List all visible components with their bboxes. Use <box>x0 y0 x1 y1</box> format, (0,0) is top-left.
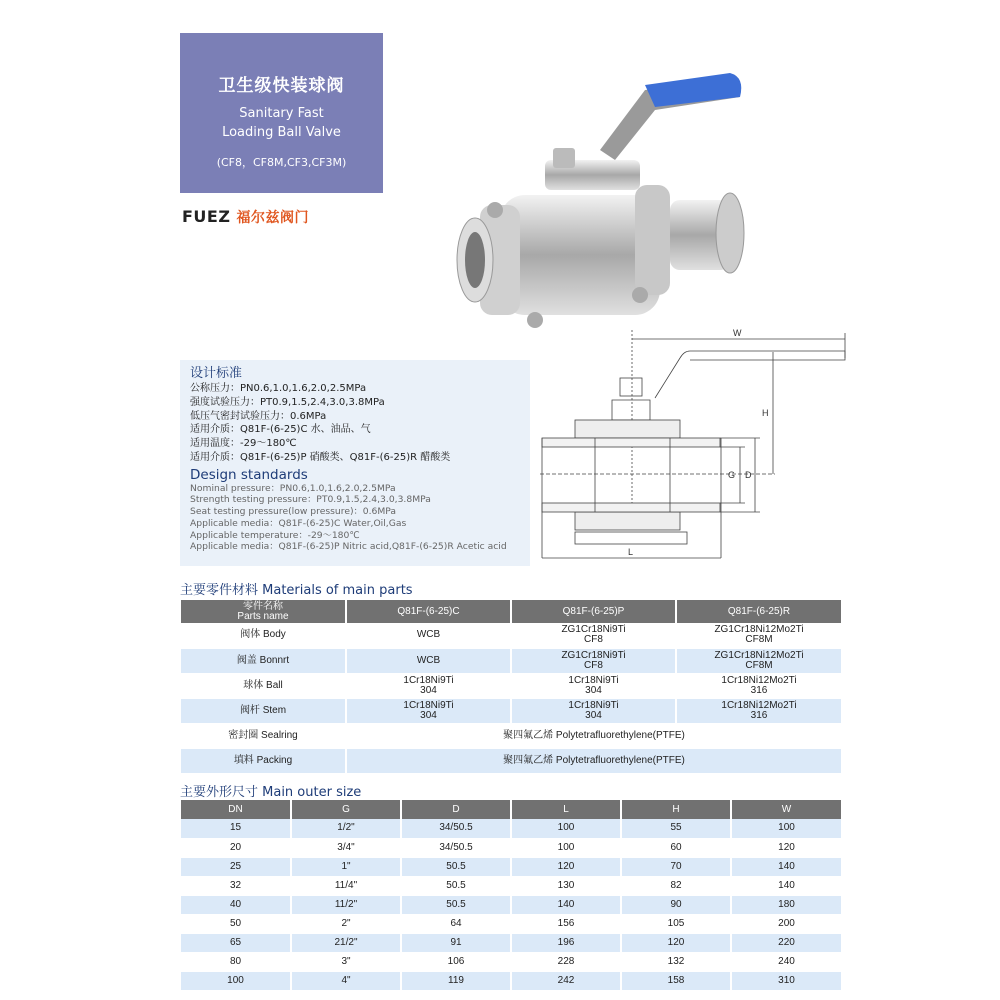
brand-name-cn: 福尔兹阀门 <box>236 210 309 226</box>
material-c <box>346 673 511 698</box>
cell-g: 4" <box>291 971 401 990</box>
standard-line-en: Seat testing pressure(low pressure)：0.6MPa <box>190 506 397 518</box>
cell-d: 50.5 <box>401 895 511 914</box>
table-row <box>181 648 841 673</box>
standard-line: 公称压力：PN0.6,1.0,1.6,2.0,2.5MPa <box>190 383 367 394</box>
table-row <box>181 914 841 933</box>
table-row <box>181 723 841 748</box>
cell-g: 1" <box>291 857 401 876</box>
label-g: G <box>728 470 736 480</box>
cell-l: 100 <box>511 819 621 838</box>
standard-line-en: Applicable media：Q81F-(6-25)C Water,Oil,Gas <box>190 517 407 529</box>
material-c-line: 1Cr18Ni9Ti <box>403 674 454 686</box>
part-name: 填料 Packing <box>181 748 346 773</box>
cell-dn: 100 <box>181 971 291 990</box>
cell-dn: 40 <box>181 895 291 914</box>
material-c-line: WCB <box>416 654 441 666</box>
material-c <box>346 698 511 723</box>
table-row <box>181 876 841 895</box>
material-p-line: 304 <box>585 709 602 721</box>
material-p-line: 1Cr18Ni9Ti <box>568 674 619 686</box>
cell-w: 200 <box>731 914 841 933</box>
cell-dn: 32 <box>181 876 291 895</box>
material-p-line: CF8 <box>584 634 603 646</box>
standard-line-en: Applicable media：Q81F-(6-25)P Nitric acid,Q81F-(6-25)R Acetic acid <box>190 541 507 553</box>
cell-h: 120 <box>621 933 731 952</box>
material-c <box>346 623 511 648</box>
cell-l: 120 <box>511 857 621 876</box>
standard-line: 适用介质：Q81F-(6-25)P 硝酸类、Q81F-(6-25)R 醋酸类 <box>190 451 451 463</box>
table-row <box>181 933 841 952</box>
table-row <box>181 748 841 773</box>
material-p-line: ZG1Cr18Ni9Ti <box>561 649 626 661</box>
table-row <box>181 952 841 971</box>
material-r-line: 1Cr18Ni12Mo2Ti <box>721 674 797 686</box>
label-d: D <box>745 470 752 480</box>
cell-w: 100 <box>731 819 841 838</box>
part-name: 阀杆 Stem <box>181 698 346 723</box>
material-r-line: 1Cr18Ni12Mo2Ti <box>721 699 797 711</box>
material-r-line: ZG1Cr18Ni12Mo2Ti <box>714 649 804 661</box>
table-row <box>181 838 841 857</box>
header-h: H <box>621 800 731 819</box>
cell-d: 119 <box>401 971 511 990</box>
table-row <box>181 819 841 838</box>
material-p-line: ZG1Cr18Ni9Ti <box>561 624 626 636</box>
material-c <box>346 648 511 673</box>
product-materials: (CF8，CF8M,CF3,CF3M) <box>216 156 347 169</box>
sizes-title: 主要外形尺寸 Main outer size <box>180 785 362 800</box>
product-title-en-2: Loading Ball Valve <box>222 125 341 140</box>
material-r-line: 316 <box>750 709 768 721</box>
header-parts-en: Parts name <box>237 610 289 622</box>
material-p <box>511 698 676 723</box>
table-row <box>181 971 841 990</box>
cell-dn: 20 <box>181 838 291 857</box>
material-r <box>676 623 841 648</box>
header-parts <box>181 600 346 623</box>
cell-dn: 80 <box>181 952 291 971</box>
product-title-cn: 卫生级快装球阀 <box>218 76 345 96</box>
standards-title-en: Design standards <box>190 466 308 483</box>
sizes-table <box>181 800 841 991</box>
cell-d: 64 <box>401 914 511 933</box>
cell-l: 228 <box>511 952 621 971</box>
brand-name: FUEZ <box>182 207 231 226</box>
material-r <box>676 673 841 698</box>
standard-line: 强度试验压力：PT0.9,1.5,2.4,3.0,3.8MPa <box>190 396 385 408</box>
part-name: 阀盖 Bonnrt <box>181 648 346 673</box>
material-p-line: CF8 <box>584 659 603 671</box>
material-r-line: 316 <box>750 684 768 696</box>
header-parts-cn: 零件名称 <box>243 600 283 612</box>
cell-l: 130 <box>511 876 621 895</box>
cell-g: 11/4" <box>291 876 401 895</box>
cell-d: 50.5 <box>401 857 511 876</box>
cell-d: 106 <box>401 952 511 971</box>
header-dn: DN <box>181 800 291 819</box>
material-all: 聚四氟乙烯 Polytetrafluorethylene(PTFE) <box>346 748 841 773</box>
cell-dn: 15 <box>181 819 291 838</box>
part-name: 球体 Ball <box>181 673 346 698</box>
header-w: W <box>731 800 841 819</box>
material-r <box>676 648 841 673</box>
cell-h: 82 <box>621 876 731 895</box>
cell-l: 100 <box>511 838 621 857</box>
material-p <box>511 673 676 698</box>
cell-h: 90 <box>621 895 731 914</box>
cell-h: 132 <box>621 952 731 971</box>
material-p <box>511 623 676 648</box>
cell-w: 120 <box>731 838 841 857</box>
table-header <box>181 600 841 623</box>
standard-line: 适用介质：Q81F-(6-25)C 水、油品、气 <box>190 424 371 436</box>
table-row <box>181 623 841 648</box>
cell-dn: 65 <box>181 933 291 952</box>
product-title-en-1: Sanitary Fast <box>239 106 324 121</box>
cell-h: 70 <box>621 857 731 876</box>
material-c-line: WCB <box>416 629 441 641</box>
standard-line-en: Applicable temperature：-29～180℃ <box>190 529 360 541</box>
header-g: G <box>291 800 401 819</box>
cell-g: 21/2" <box>291 933 401 952</box>
material-p-line: 304 <box>585 684 602 696</box>
material-r-line: ZG1Cr18Ni12Mo2Ti <box>714 624 804 636</box>
material-c-line: 1Cr18Ni9Ti <box>403 699 454 711</box>
cell-h: 158 <box>621 971 731 990</box>
cell-l: 140 <box>511 895 621 914</box>
material-all: 聚四氟乙烯 Polytetrafluorethylene(PTFE) <box>346 723 841 748</box>
part-name: 密封圈 Sealring <box>181 723 346 748</box>
standard-line-en: Nominal pressure：PN0.6,1.0,1.6,2.0,2.5MPa <box>190 482 396 494</box>
cell-g: 3" <box>291 952 401 971</box>
cell-h: 55 <box>621 819 731 838</box>
table-row <box>181 698 841 723</box>
cell-w: 220 <box>731 933 841 952</box>
label-w: W <box>733 328 742 338</box>
standard-line: 适用温度：-29～180℃ <box>190 438 297 450</box>
material-p <box>511 648 676 673</box>
standard-line: 低压气密封试验压力：0.6MPa <box>190 410 327 422</box>
header-r: Q81F-(6-25)R <box>676 600 841 623</box>
cell-l: 196 <box>511 933 621 952</box>
header-c: Q81F-(6-25)C <box>346 600 511 623</box>
standard-line-en: Strength testing pressure：PT0.9,1.5,2.4,3.0,3.8MPa <box>190 494 431 506</box>
standards-title-cn: 设计标准 <box>190 366 243 381</box>
material-c-line: 304 <box>420 709 437 721</box>
cell-w: 140 <box>731 857 841 876</box>
header-l: L <box>511 800 621 819</box>
cell-g: 3/4" <box>291 838 401 857</box>
cell-d: 34/50.5 <box>401 838 511 857</box>
cell-h: 60 <box>621 838 731 857</box>
material-c-line: 304 <box>420 684 437 696</box>
table-row <box>181 673 841 698</box>
header-d: D <box>401 800 511 819</box>
cell-w: 240 <box>731 952 841 971</box>
table-header <box>181 800 841 819</box>
cell-d: 34/50.5 <box>401 819 511 838</box>
cell-h: 105 <box>621 914 731 933</box>
cell-w: 180 <box>731 895 841 914</box>
cell-g: 1/2" <box>291 819 401 838</box>
table-row <box>181 857 841 876</box>
label-l: L <box>628 547 634 557</box>
cell-g: 11/2" <box>291 895 401 914</box>
part-name: 阀体 Body <box>181 623 346 648</box>
header-p: Q81F-(6-25)P <box>511 600 676 623</box>
cell-l: 242 <box>511 971 621 990</box>
cell-dn: 25 <box>181 857 291 876</box>
cell-w: 310 <box>731 971 841 990</box>
materials-title: 主要零件材料 Materials of main parts <box>180 583 413 598</box>
cell-l: 156 <box>511 914 621 933</box>
cell-d: 50.5 <box>401 876 511 895</box>
cell-w: 140 <box>731 876 841 895</box>
material-r <box>676 698 841 723</box>
label-h: H <box>762 408 769 418</box>
cell-d: 91 <box>401 933 511 952</box>
cell-g: 2" <box>291 914 401 933</box>
table-row <box>181 895 841 914</box>
material-p-line: 1Cr18Ni9Ti <box>568 699 619 711</box>
cell-dn: 50 <box>181 914 291 933</box>
materials-table <box>181 600 841 774</box>
material-r-line: CF8M <box>745 634 773 646</box>
material-r-line: CF8M <box>745 659 773 671</box>
